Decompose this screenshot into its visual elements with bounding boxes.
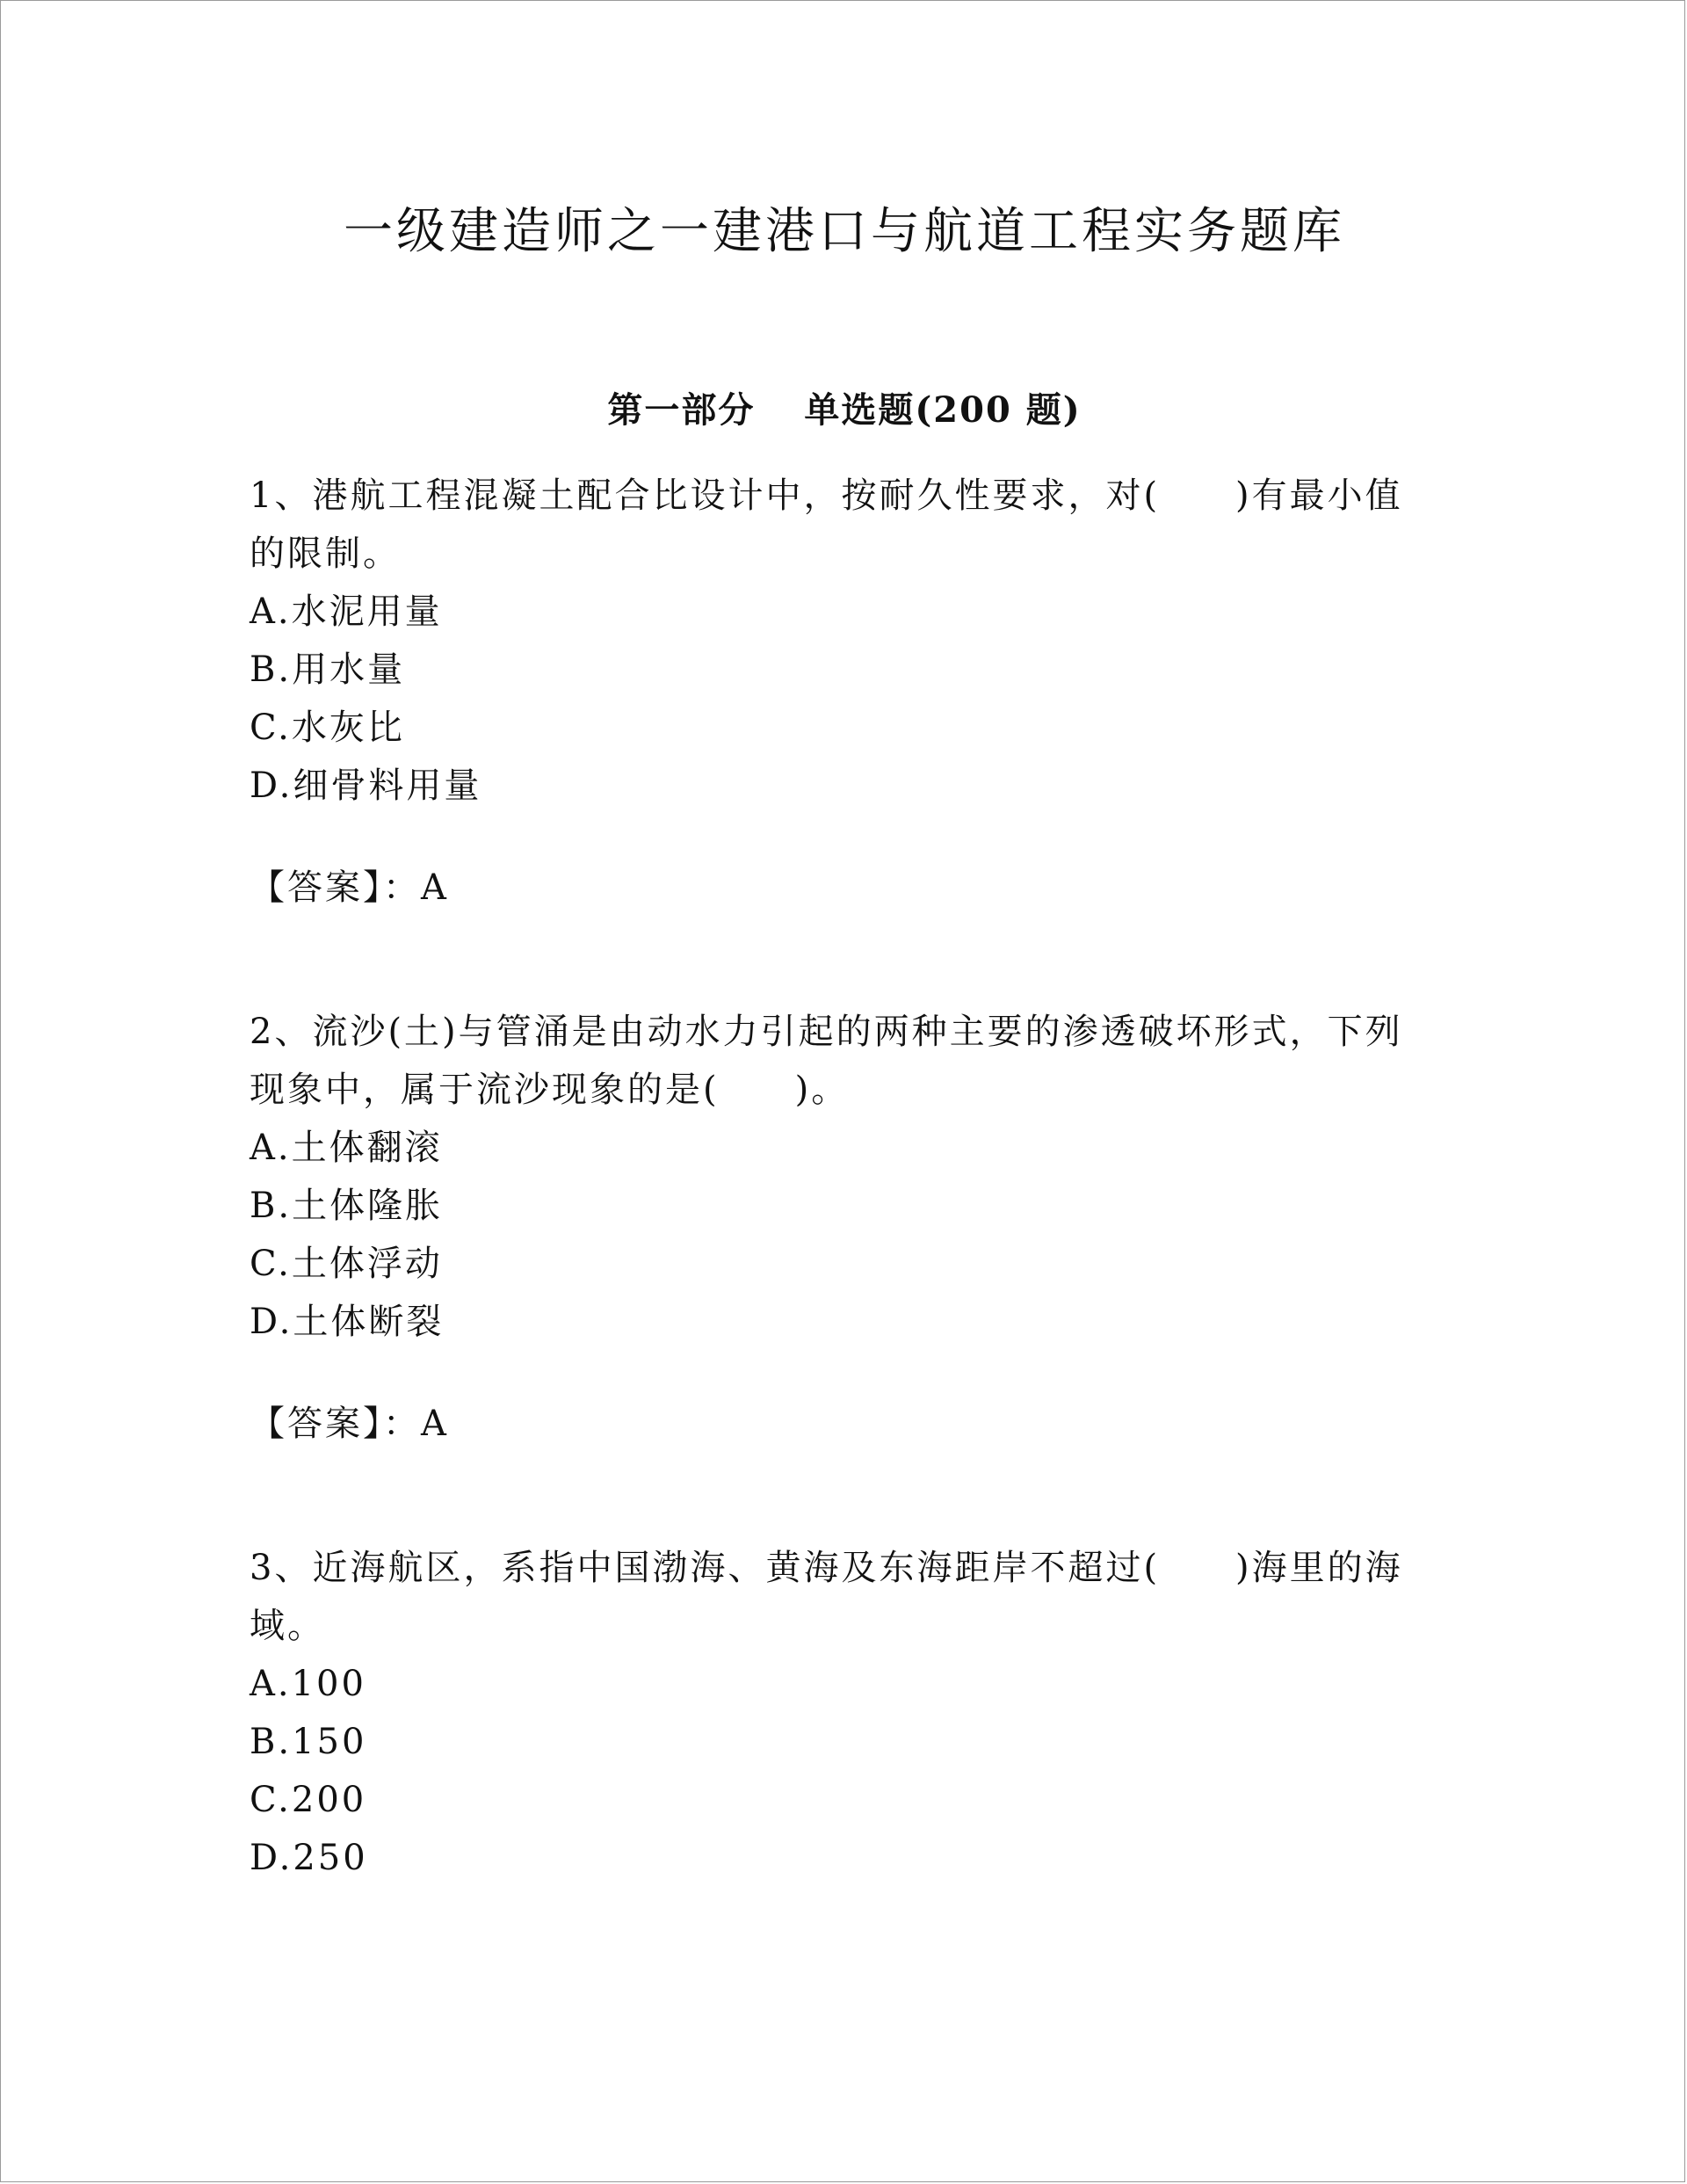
option-b: B.用水量 <box>250 649 406 690</box>
option-d: D.土体断裂 <box>250 1302 445 1342</box>
document-title: 一级建造师之一建港口与航道工程实务题库 <box>344 203 1345 260</box>
option-a: A.土体翻滚 <box>250 1128 443 1168</box>
answer-label: 【答案】：A <box>250 1404 449 1444</box>
question-1 <box>250 467 1427 917</box>
option-c: C.200 <box>250 1780 367 1820</box>
option-b: B.土体隆胀 <box>250 1186 444 1226</box>
option-c: C.水灰比 <box>250 707 405 748</box>
answer-label: 【答案】：A <box>250 867 449 908</box>
option-d: D.250 <box>250 1838 368 1878</box>
section-name-label: 单选题(200 题) <box>804 389 1082 431</box>
option-b: B.150 <box>250 1722 367 1762</box>
section-part-label: 第一部分 <box>607 389 756 431</box>
option-d: D.细骨料用量 <box>250 765 482 806</box>
question-stem: 3、近海航区，系指中国渤海、黄海及东海距岸不超过( )海里的海域。 <box>250 1548 1403 1646</box>
option-c: C.土体浮动 <box>250 1244 443 1284</box>
question-2 <box>250 1003 1427 1453</box>
question-stem: 1、港航工程混凝土配合比设计中，按耐久性要求，对( )有最小值的限制。 <box>250 475 1403 574</box>
section-heading <box>1 388 1687 433</box>
question-list <box>250 467 1427 1887</box>
question-3 <box>250 1539 1427 1887</box>
question-stem: 2、流沙(土)与管涌是由动水力引起的两种主要的渗透破坏形式，下列现象中，属于流沙现象的是( )。 <box>250 1012 1403 1110</box>
option-a: A.100 <box>250 1664 366 1704</box>
option-a: A.水泥用量 <box>250 591 443 632</box>
